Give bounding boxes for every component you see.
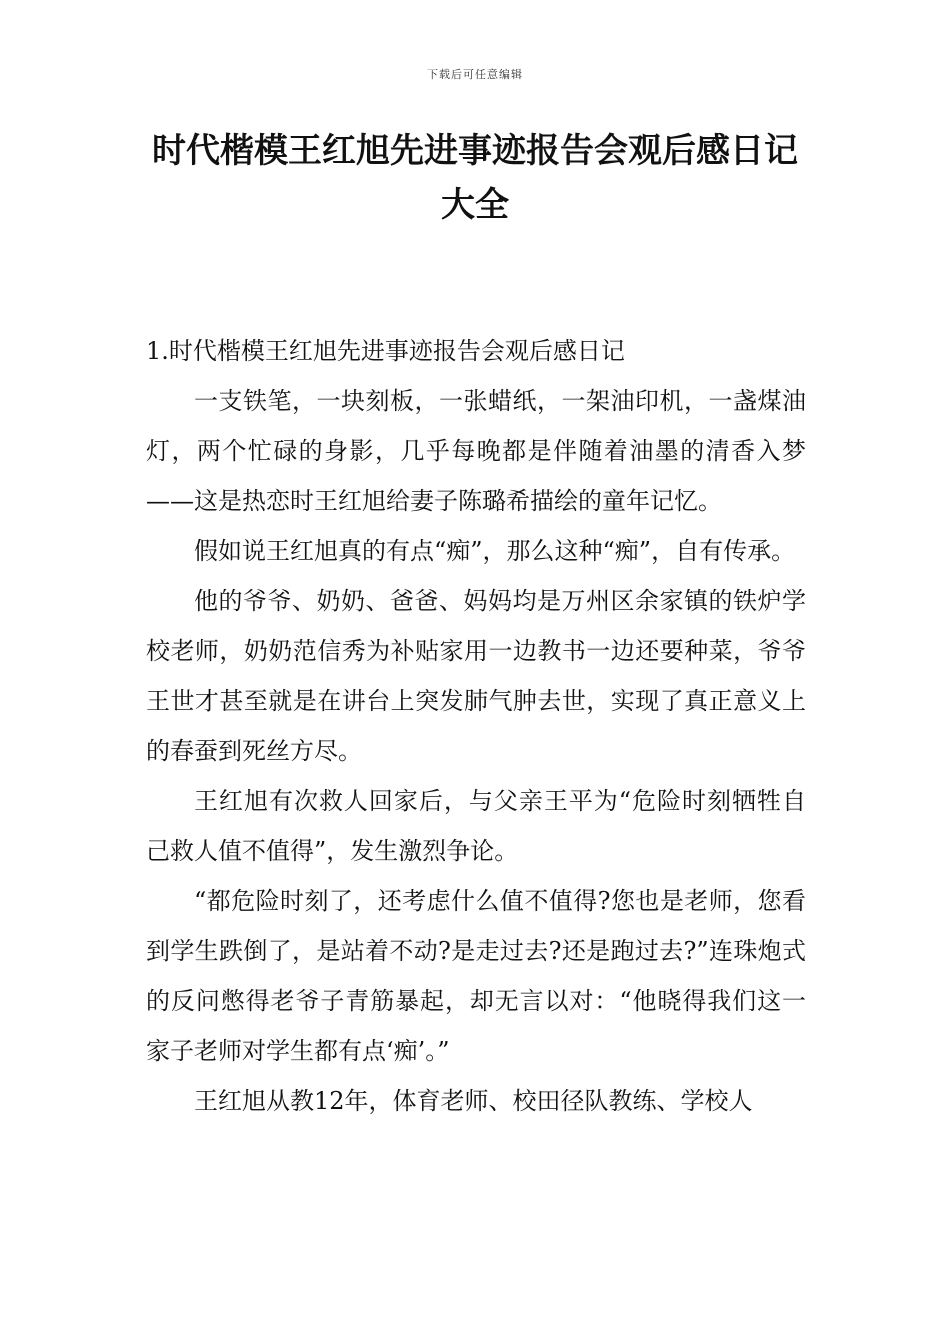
paragraph: 他的爷爷、奶奶、爸爸、妈妈均是万州区余家镇的铁炉学校老师，奶奶范信秀为补贴家用一边教书一边还要种菜，爷爷王世才甚至就是在讲台上突发肺气肿去世，实现了真正意义上的春蚕到死丝方尽。 xyxy=(146,587,806,765)
paragraph: 一支铁笔，一块刻板，一张蜡纸，一架油印机，一盏煤油灯，两个忙碌的身影，几乎每晚都是伴随着油墨的清香入梦——这是热恋时王红旭给妻子陈璐希描绘的童年记忆。 xyxy=(146,387,806,515)
header-note: 下载后可任意编辑 xyxy=(427,68,523,81)
paragraph: 假如说王红旭真的有点“痴”，那么这种“痴”，自有传承。 xyxy=(194,537,796,565)
document-body xyxy=(146,326,806,1126)
document-title: 时代楷模王红旭先进事迹报告会观后感日记大全 xyxy=(152,131,798,225)
paragraph: 王红旭从教12年，体育老师、校田径队教练、学校人 xyxy=(194,1087,753,1115)
paragraph: 王红旭有次救人回家后，与父亲王平为“危险时刻牺牲自己救人值不值得”，发生激烈争论。 xyxy=(146,787,806,865)
paragraph: “都危险时刻了，还考虑什么值不值得?您也是老师，您看到学生跌倒了，是站着不动?是走过去?还是跑过去?”连珠炮式的反问憋得老爷子青筋暴起，却无言以对：“他晓得我们这一家子老师对学生都有点‘痴’。” xyxy=(146,887,806,1065)
section-heading: 1.时代楷模王红旭先进事迹报告会观后感日记 xyxy=(146,337,625,365)
